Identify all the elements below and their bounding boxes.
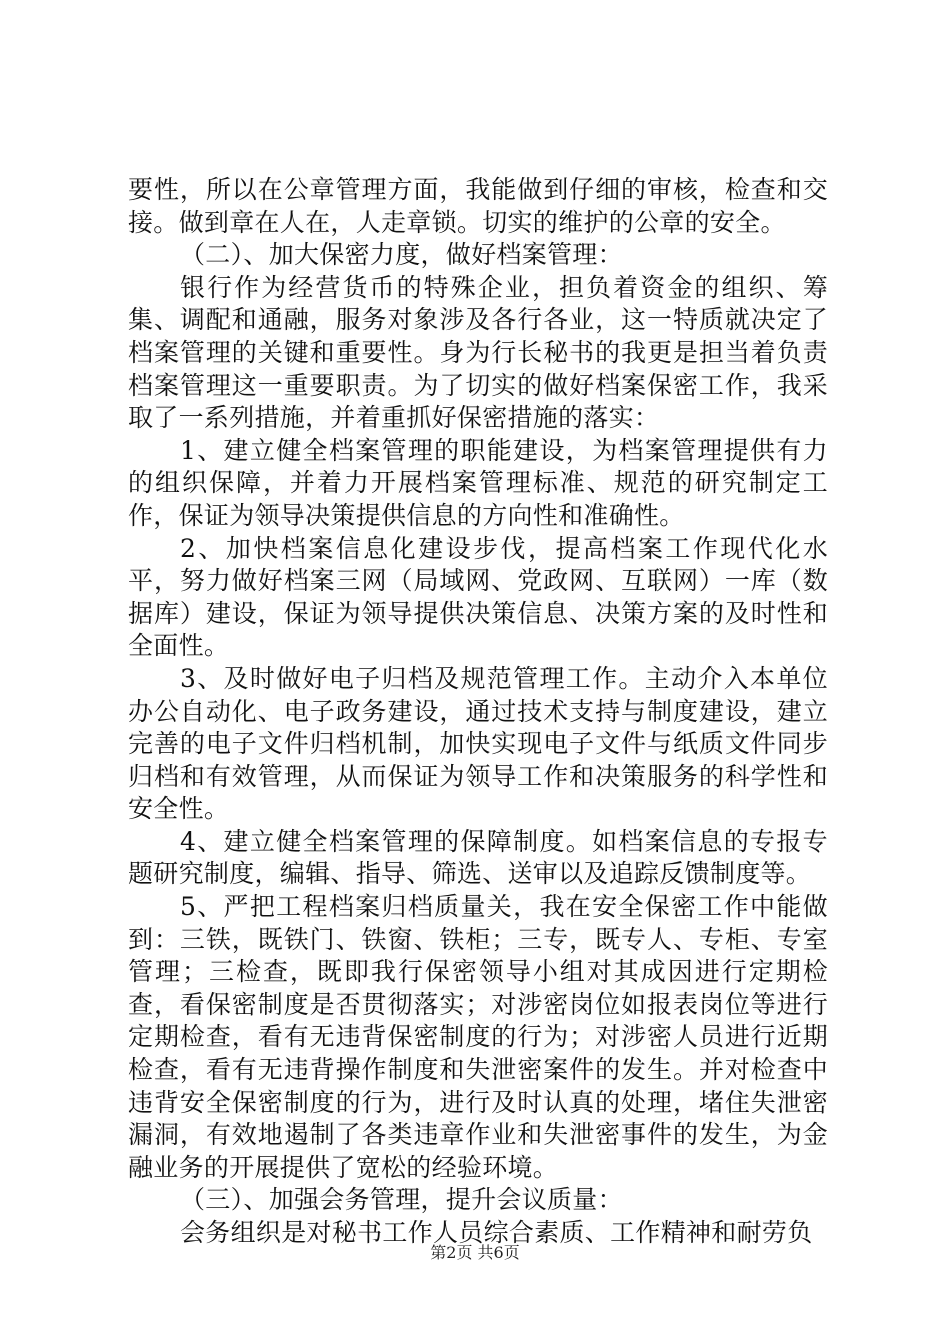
list-item-4: 4、建立健全档案管理的保障制度。如档案信息的专报专题研究制度，编辑、指导、筛选、送审以及追踪反馈制度等。: [128, 826, 828, 889]
document-body: [128, 174, 828, 1250]
section-heading-2: （二）、加大保密力度，做好档案管理：: [180, 240, 623, 270]
paragraph-archive-intro: 银行作为经营货币的特殊企业，担负着资金的组织、筹集、调配和通融，服务对象涉及各行各业，这一特质就决定了档案管理的关键和重要性。身为行长秘书的我更是担当着负责档案管理这一重要职责。为了切实的做好档案保密工作，我采取了一系列措施，并着重抓好保密措施的落实：: [128, 272, 828, 433]
section-heading-3: （三）、加强会务管理，提升会议质量：: [180, 1185, 623, 1215]
list-item-1: 1、建立健全档案管理的职能建设，为档案管理提供有力的组织保障，并着力开展档案管理标准、规范的研究制定工作，保证为领导决策提供信息的方向性和准确性。: [128, 435, 828, 530]
paragraph-continuation: 要性，所以在公章管理方面，我能做到仔细的审核，检查和交接。做到章在人在，人走章锁。切实的维护的公章的安全。: [128, 175, 828, 237]
paragraph-meeting-intro: 会务组织是对秘书工作人员综合素质、工作精神和耐劳负: [180, 1218, 813, 1247]
page-number-footer: 第2页 共6页: [430, 1243, 520, 1262]
list-item-2: 2、加快档案信息化建设步伐，提高档案工作现代化水平，努力做好档案三网（局域网、党政网、互联网）一库（数据库）建设，保证为领导提供决策信息、决策方案的及时性和全面性。: [128, 533, 828, 661]
list-item-5: 5、严把工程档案归档质量关，我在安全保密工作中能做到：三铁，既铁门、铁窗、铁柜；三专，既专人、专柜、专室管理；三检查，既即我行保密领导小组对其成因进行定期检查，看保密制度是否贯彻落实；对涉密岗位如报表岗位等进行定期检查，看有无违背保密制度的行为；对涉密人员进行近期检查，看有无违背操作制度和失泄密案件的发生。并对检查中违背安全保密制度的行为，进行及时认真的处理，堵住失泄密漏洞，有效地遏制了各类违章作业和失泄密事件的发生，为金融业务的开展提供了宽松的经验环境。: [128, 892, 828, 1182]
list-item-3: 3、及时做好电子归档及规范管理工作。主动介入本单位办公自动化、电子政务建设，通过技术支持与制度建设，建立完善的电子文件归档机制，加快实现电子文件与纸质文件同步归档和有效管理，从而保证为领导工作和决策服务的科学性和安全性。: [128, 663, 828, 824]
